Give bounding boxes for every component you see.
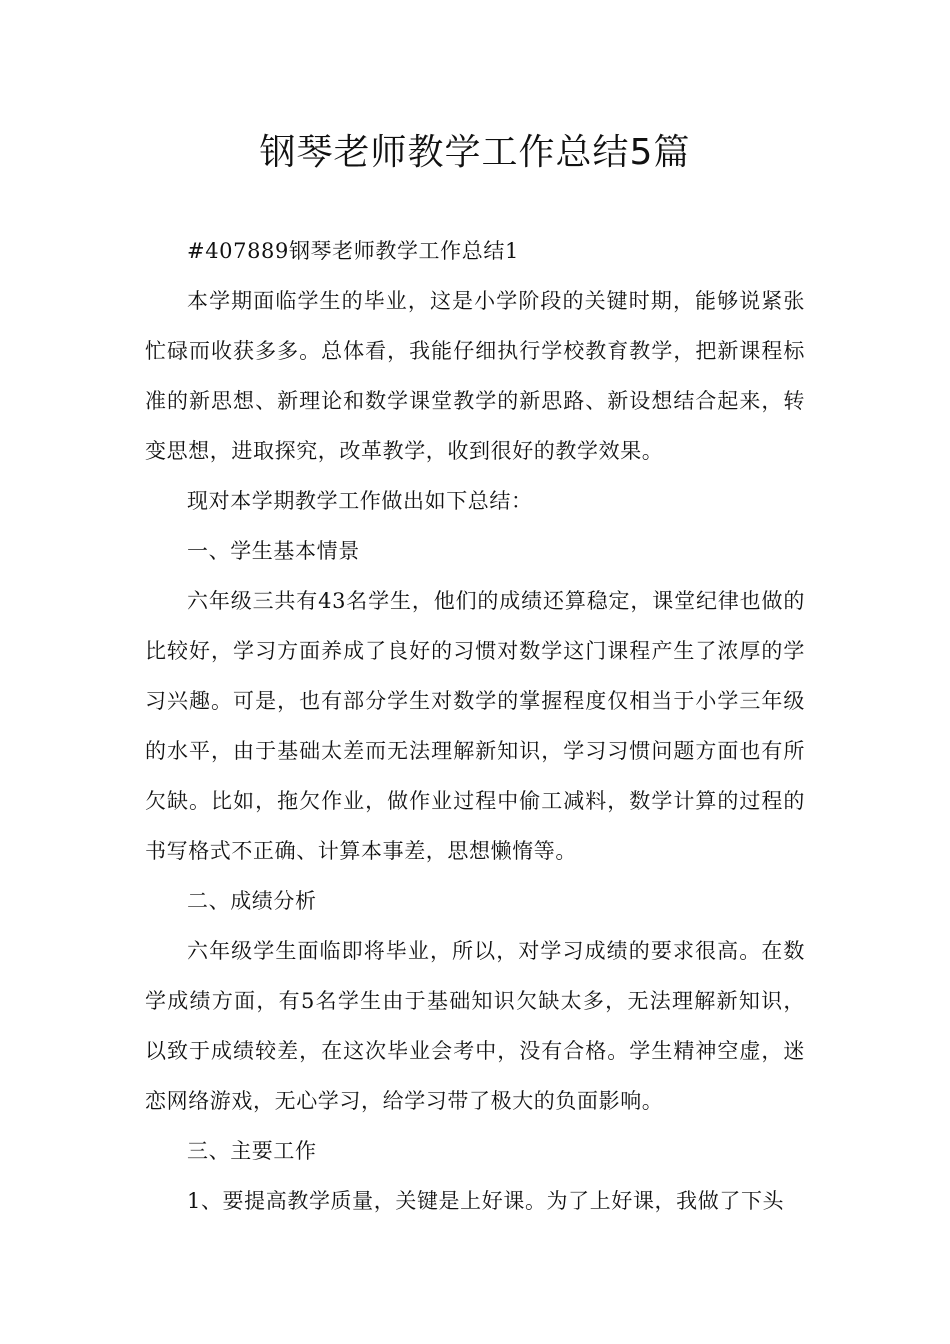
section-heading-grade-analysis: 二、成绩分析 (187, 889, 317, 913)
section-heading-main-work: 三、主要工作 (187, 1139, 317, 1163)
section-heading-student-situation: 一、学生基本情景 (187, 539, 360, 563)
section-heading-summary-1: #407889钢琴老师教学工作总结1 (187, 239, 519, 263)
student-situation-paragraph: 六年级三共有43名学生，他们的成绩还算稳定，课堂纪律也做的比较好，学习方面养成了良好的习惯对数学这门课程产生了浓厚的学习兴趣。可是，也有部分学生对数学的掌握程度仅相当于小学三年级的水平，由于基础太差而无法理解新知识，学习习惯问题方面也有所欠缺。比如，拖欠作业，做作业过程中偷工减料，数学计算的过程的书写格式不正确、计算本事差，思想懒惰等。 (145, 589, 805, 863)
main-work-paragraph: 1、要提高教学质量，关键是上好课。为了上好课，我做了下头 (187, 1189, 785, 1213)
intro-paragraph: 本学期面临学生的毕业，这是小学阶段的关键时期，能够说紧张忙碌而收获多多。总体看，我能仔细执行学校教育教学，把新课程标准的新思想、新理论和数学课堂教学的新思路、新设想结合起来，转变思想，进取探究，改革教学，收到很好的教学效果。 (145, 289, 805, 463)
summary-lead-paragraph: 现对本学期教学工作做出如下总结： (187, 489, 533, 513)
grade-analysis-paragraph: 六年级学生面临即将毕业，所以，对学习成绩的要求很高。在数学成绩方面，有5名学生由于基础知识欠缺太多，无法理解新知识，以致于成绩较差，在这次毕业会考中，没有合格。学生精神空虚，迷恋网络游戏，无心学习，给学习带了极大的负面影响。 (145, 939, 805, 1113)
document-title: 钢琴老师教学工作总结5篇 (259, 132, 691, 173)
document-body (145, 226, 805, 1226)
